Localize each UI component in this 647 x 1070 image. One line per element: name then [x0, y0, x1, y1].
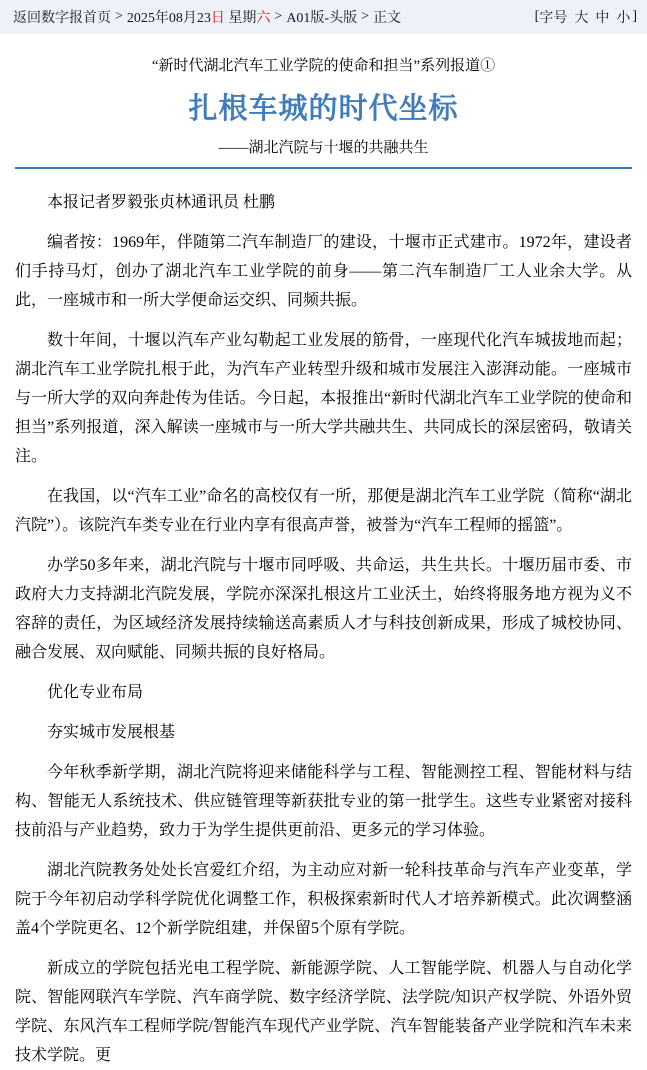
article-paragraph: 数十年间，十堰以汽车产业勾勒起工业发展的筋骨，一座现代化汽车城拔地而起；湖北汽车工业学院扎根于此，为汽车产业转型升级和城市发展注入澎湃动能。一座城市与一所大学的双向奔赴传为佳话。今日起，本报推出“新时代湖北汽车工业学院的使命和担当”系列报道，深入解读一座城市与一所大学共融共生、共同成长的深层密码，敬请关注。 — [15, 332, 632, 465]
article-paragraph: 新成立的学院包括光电工程学院、新能源学院、人工智能学院、机器人与自动化学院、智能网联汽车学院、汽车商学院、数字经济学院、法学院/知识产权学院、外语外贸学院、东风汽车工程师学院/智能汽车现代产业学院、汽车智能装备产业学院和汽车未来技术学院。更 — [15, 960, 632, 1064]
font-size-medium-link[interactable]: 中 — [595, 11, 610, 26]
article-paragraph: 湖北汽院教务处处长宫爱红介绍，为主动应对新一轮科技革命与汽车产业变革，学院于今年初启动学科学院优化调整工作，积极探索新时代人才培养新模式。此次调整涵盖4个学院更名、12个新学院组建，并保留5个原有学院。 — [15, 862, 632, 937]
date-text: 2025年08月23 — [126, 11, 211, 26]
article-header — [0, 34, 647, 169]
date-day-red: 日 — [210, 11, 225, 26]
article-section-heading: 夯实城市发展根基 — [47, 724, 176, 741]
font-size-bracket-close: ] — [632, 9, 637, 24]
series-line: “新时代湖北汽车工业学院的使命和担当”系列报道① — [151, 58, 496, 74]
breadcrumb-separator: > — [115, 9, 123, 24]
article-subtitle: ——湖北汽院与十堰的共融共生 — [218, 140, 429, 156]
breadcrumb-current-page: 正文 — [373, 11, 401, 26]
article-byline: 本报记者罗毅张贞林通讯员 杜鹏 — [47, 194, 276, 211]
breadcrumb-date — [127, 7, 271, 27]
font-size-label: 字号 — [539, 11, 568, 26]
breadcrumb-separator: > — [361, 9, 369, 24]
article-paragraph: 编者按：1969年，伴随第二汽车制造厂的建设，十堰市正式建市。1972年，建设者们手持马灯，创办了湖北汽车工业学院的前身——第二汽车制造厂工人业余大学。从此，一座城市和一所大学便命运交织、同频共振。 — [15, 234, 632, 309]
breadcrumb — [13, 7, 401, 27]
article-paragraph: 今年秋季新学期，湖北汽院将迎来储能科学与工程、智能测控工程、智能材料与结构、智能无人系统技术、供应链管理等新获批专业的第一批学生。这些专业紧密对接科技前沿与产业趋势，致力于为学生提供更前沿、更多元的学习体验。 — [15, 764, 632, 839]
article-paragraph: 办学50多年来，湖北汽院与十堰市同呼吸、共命运，共生共长。十堰历届市委、市政府大力支持湖北汽院发展，学院亦深深扎根这片工业沃土，始终将服务地方视为义不容辞的责任，为区域经济发展持续输送高素质人才与科技创新成果，形成了城校协同、融合发展、双向赋能、同频共振的良好格局。 — [15, 557, 632, 661]
article-title: 扎根车城的时代坐标 — [188, 93, 459, 125]
article-section-heading: 优化专业布局 — [47, 684, 144, 701]
font-size-control — [535, 7, 637, 27]
breadcrumb-bar — [0, 0, 647, 34]
weekday-text: 星期 — [224, 11, 257, 26]
font-size-bracket-open: [ — [534, 9, 540, 24]
article-body — [0, 169, 647, 1070]
font-size-large-link[interactable]: 大 — [574, 11, 589, 26]
weekday-red: 六 — [256, 11, 271, 26]
breadcrumb-home-link[interactable]: 返回数字报首页 — [13, 11, 111, 26]
breadcrumb-edition-link[interactable]: A01版-头版 — [286, 11, 358, 26]
breadcrumb-separator: > — [274, 9, 283, 24]
article-paragraph: 在我国，以“汽车工业”命名的高校仅有一所，那便是湖北汽车工业学院（简称“湖北汽院”）。该院汽车类专业在行业内享有很高声誉，被誉为“汽车工程师的摇篮”。 — [15, 488, 632, 534]
font-size-small-link[interactable]: 小 — [616, 11, 631, 26]
